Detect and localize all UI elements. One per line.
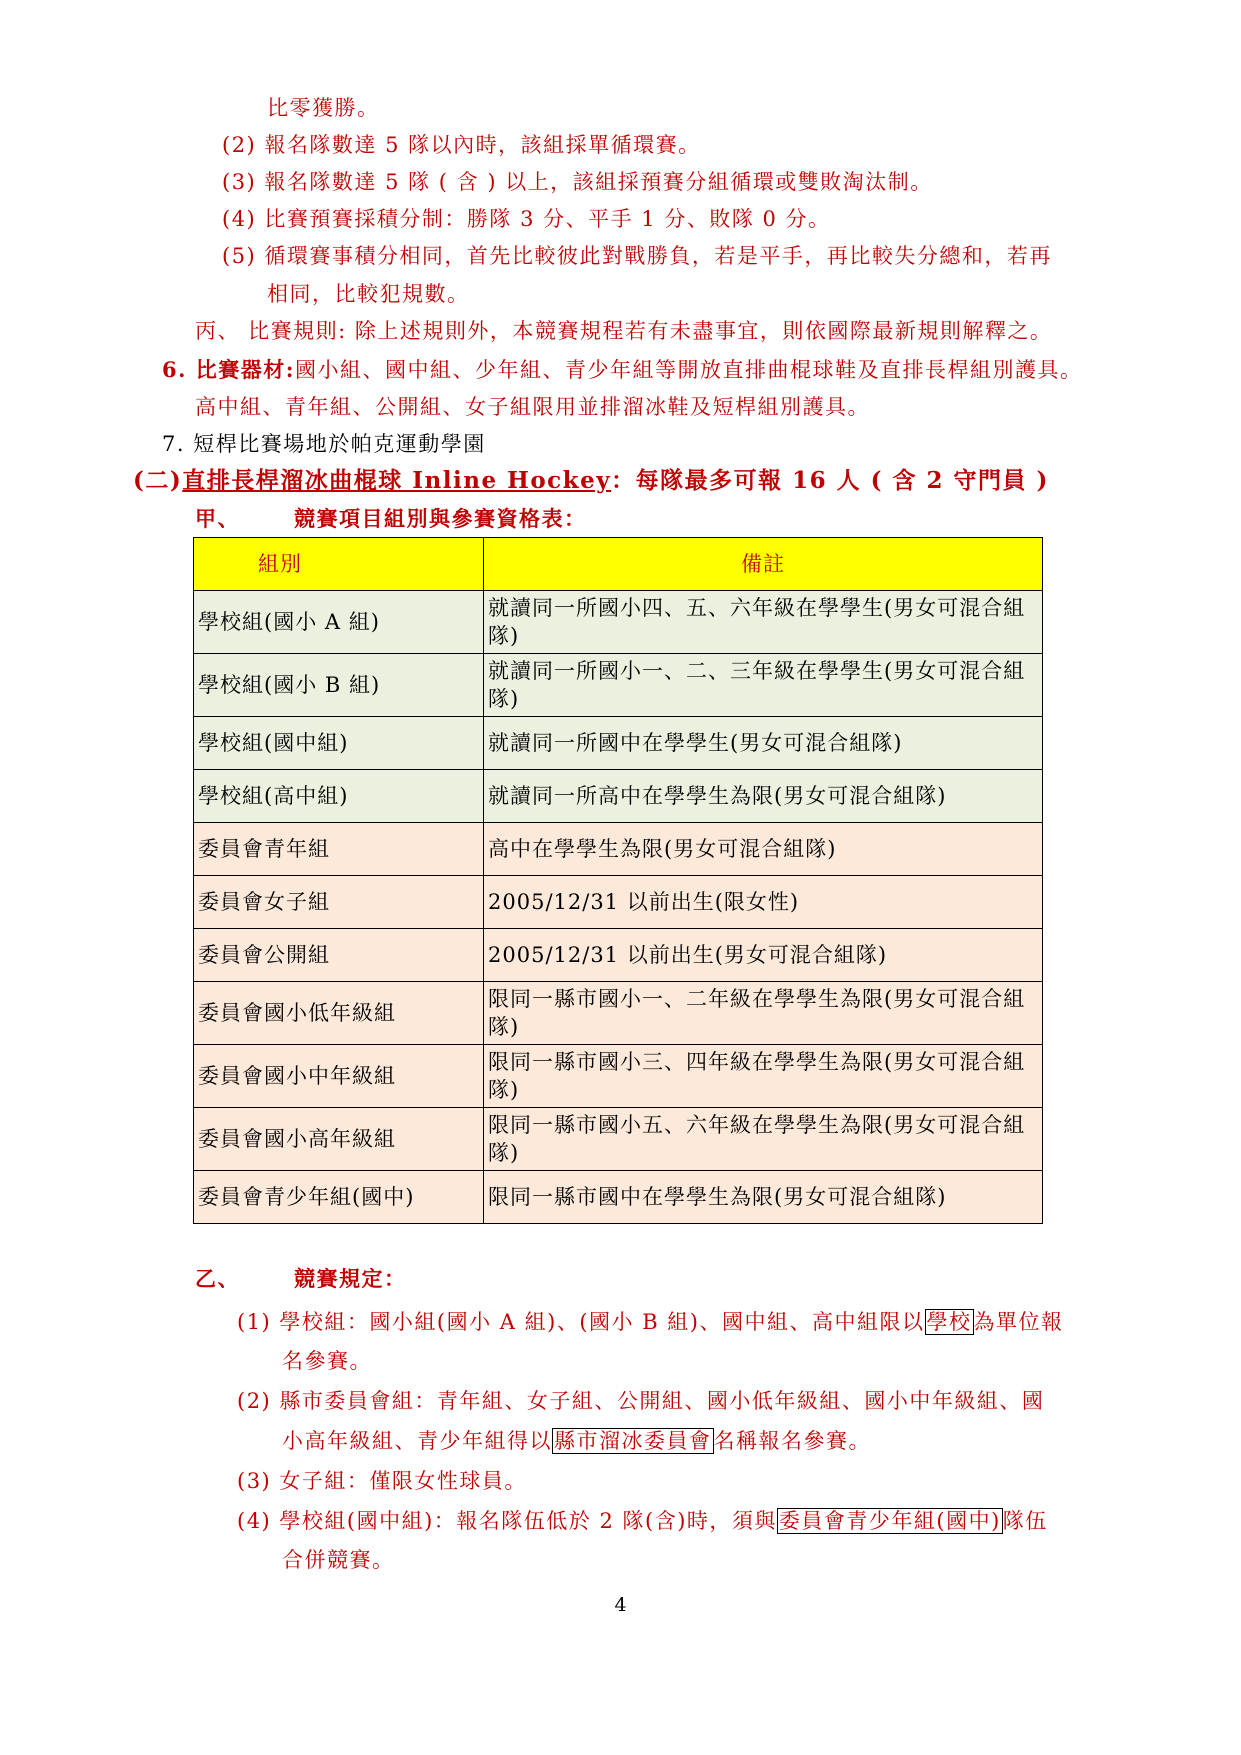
rule-text: 小高年級組、青少年組得以 <box>282 1429 552 1453</box>
table-header-group: 組別 <box>194 538 484 591</box>
note-cell: 就讀同一所國小一、二、三年級在學學生(男女可混合組隊) <box>484 654 1043 717</box>
group-cell: 委員會青年組 <box>194 823 484 876</box>
group-cell: 學校組(國中組) <box>194 717 484 770</box>
table-row <box>194 1171 1043 1224</box>
table-row <box>194 1045 1043 1108</box>
group-cell: 委員會國小低年級組 <box>194 982 484 1045</box>
subsection-label: 乙、 <box>195 1266 240 1291</box>
section-heading <box>133 467 1049 495</box>
group-cell: 委員會國小高年級組 <box>194 1108 484 1171</box>
text-line: 丙、 比賽規則: 除上述規則外，本競賽規程若有未盡事宜，則依國際最新規則解釋之。 <box>195 319 1053 343</box>
rule-text: (1) 學校組：國小組(國小 A 組)、(國小 B 組)、國中組、高中組限以 <box>237 1310 925 1334</box>
subsection-title: 競賽項目組別與參賽資格表： <box>294 506 587 531</box>
rule-line: (2) 縣市委員會組：青年組、女子組、公開組、國小低年級組、國小中年級組、國 <box>237 1389 1045 1413</box>
section-prefix: (二) <box>133 467 183 494</box>
subsection-jia <box>195 505 587 533</box>
boxed-term: 縣市溜冰委員會 <box>554 1429 712 1453</box>
group-cell: 委員會國小中年級組 <box>194 1045 484 1108</box>
table-row <box>194 1108 1043 1171</box>
text-line: (2) 報名隊數達 5 隊以內時，該組採單循環賽。 <box>222 133 701 157</box>
rule-line <box>237 1308 1064 1336</box>
subsection-title: 競賽規定： <box>294 1266 407 1291</box>
table-row <box>194 717 1043 770</box>
group-cell: 學校組(國小 A 組) <box>194 591 484 654</box>
note-cell: 2005/12/31 以前出生(男女可混合組隊) <box>484 929 1043 982</box>
rule-text: 名稱報名參賽。 <box>713 1429 871 1453</box>
note-cell: 限同一縣市國小五、六年級在學學生為限(男女可混合組隊) <box>484 1108 1043 1171</box>
table-row <box>194 591 1043 654</box>
group-cell: 委員會女子組 <box>194 876 484 929</box>
rule-text: 隊伍 <box>1002 1509 1048 1533</box>
section-suffix: ：每隊最多可報 16 人 ( 含 2 守門員 ) <box>611 467 1049 494</box>
group-cell: 學校組(高中組) <box>194 770 484 823</box>
rule-line: (3) 女子組：僅限女性球員。 <box>237 1469 527 1493</box>
text-line: 比零獲勝。 <box>267 96 380 120</box>
text-line: (3) 報名隊數達 5 隊 ( 含 ) 以上，該組採預賽分組循環或雙敗淘汰制。 <box>222 170 933 194</box>
eligibility-table <box>193 537 1043 1224</box>
rule-line: 名參賽。 <box>282 1349 372 1373</box>
table-row <box>194 654 1043 717</box>
rule-text: (4) 學校組(國中組)：報名隊伍低於 2 隊(含)時，須與 <box>237 1509 777 1533</box>
table-row <box>194 982 1043 1045</box>
note-cell: 限同一縣市國小一、二年級在學學生為限(男女可混合組隊) <box>484 982 1043 1045</box>
equipment-text: 國小組、國中組、少年組、青少年組等開放直排曲棍球鞋及直排長桿組別護具。 <box>295 358 1083 382</box>
text-line: 相同，比較犯規數。 <box>267 282 470 306</box>
note-cell: 就讀同一所國中在學學生(男女可混合組隊) <box>484 717 1043 770</box>
note-cell: 就讀同一所國小四、五、六年級在學學生(男女可混合組隊) <box>484 591 1043 654</box>
rule-line: 合併競賽。 <box>282 1548 395 1572</box>
equipment-line <box>162 356 1083 384</box>
group-cell: 委員會青少年組(國中) <box>194 1171 484 1224</box>
note-cell: 限同一縣市國中在學學生為限(男女可混合組隊) <box>484 1171 1043 1224</box>
note-cell: 就讀同一所高中在學學生為限(男女可混合組隊) <box>484 770 1043 823</box>
boxed-term: 學校 <box>926 1310 972 1334</box>
subsection-yi <box>195 1265 407 1293</box>
table-row <box>194 823 1043 876</box>
page-number: 4 <box>614 1594 627 1616</box>
rule-line <box>237 1507 1048 1535</box>
boxed-term: 委員會青少年組(國中) <box>778 1509 1001 1533</box>
rule-line <box>282 1427 871 1455</box>
text-line: 高中組、青年組、公開組、女子組限用並排溜冰鞋及短桿組別護具。 <box>195 395 870 419</box>
note-cell: 高中在學學生為限(男女可混合組隊) <box>484 823 1043 876</box>
subsection-label: 甲、 <box>195 506 240 531</box>
text-line: 7. 短桿比賽場地於帕克運動學園 <box>162 432 486 456</box>
section-title: 直排長桿溜冰曲棍球 Inline Hockey <box>182 467 612 494</box>
group-cell: 學校組(國小 B 組) <box>194 654 484 717</box>
table-row <box>194 876 1043 929</box>
table-row <box>194 770 1043 823</box>
table-header-note: 備註 <box>484 538 1043 591</box>
text-line: (4) 比賽預賽採積分制：勝隊 3 分、平手 1 分、敗隊 0 分。 <box>222 207 831 231</box>
table-row <box>194 929 1043 982</box>
note-cell: 2005/12/31 以前出生(限女性) <box>484 876 1043 929</box>
note-cell: 限同一縣市國小三、四年級在學學生為限(男女可混合組隊) <box>484 1045 1043 1108</box>
text-line: (5) 循環賽事積分相同，首先比較彼此對戰勝負，若是平手，再比較失分總和，若再 <box>222 244 1052 268</box>
group-cell: 委員會公開組 <box>194 929 484 982</box>
equipment-heading: 6. 比賽器材: <box>162 357 295 382</box>
rule-text: 為單位報 <box>973 1310 1064 1334</box>
